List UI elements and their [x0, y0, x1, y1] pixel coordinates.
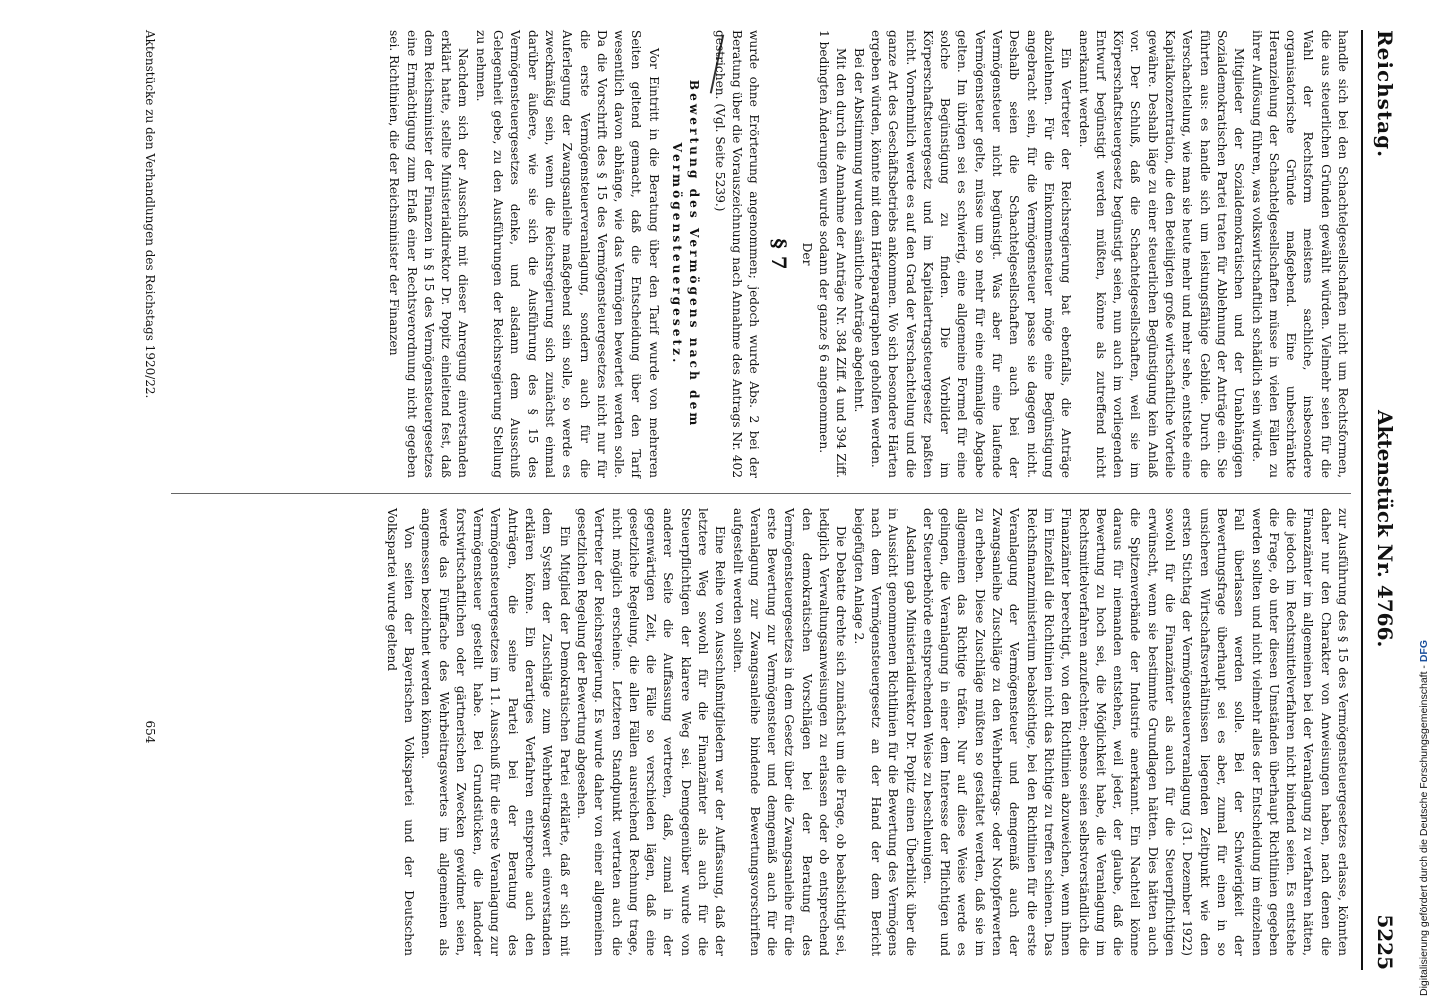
paragraph: Ein Mitglied der Demokratischen Partei erklärte, daß er sich mit dem System der Zuschläge zum Wehrbeitragswert einverstanden erklären könne. Ein derartiges Verfahren entspreche auch den Anträgen, die seine Partei bei der Beratung des Vermögensteuergesetzes im 11. Ausschuß für die erste Veranlagung zur Vermögensteuer gestellt habe. Bei Grundstücken, die landoder forstwirtschaftlichen oder gärtnerischen Zwecken gewidmet seien, werde das Fünffache des Wehrbeitragswertes im allgemeinen als angemessen bezeichnet werden können. [419, 508, 572, 956]
header-document-number: Aktenstück Nr. 4766. [1373, 410, 1397, 648]
header-left: Reichstag. [1373, 30, 1397, 159]
footer-note: Aktenstücke zu den Verhandlungen des Reichstags 1920/22. [143, 30, 157, 399]
page-header [1357, 30, 1397, 970]
header-page-number: 5225 [1373, 914, 1397, 970]
paragraph: Mitglieder der Sozialdemokratischen und der Unabhängigen Sozialdemokratischen Partei traten für Ablehnung der Anträge ein. Sie führten aus: es handle sich um leistungsfähige Gebilde. Durch die Verschachtelung, wie man sie heute mehr und mehr sehe, entstehe eine Kapitalkonzentration, die den Beteiligten große wirtschaftliche Vorteile gewähre. Deshalb läge zu einer steuerlichen Begünstigung kein Anlaß vor. Der Schluß, daß die Schachtelgesellschaften, weil sie im Körperschaftsteuergesetz begünstigt seien, nun auch im vorliegenden Entwurf begünstigt werden müßten, könne als zutreffend nicht anerkannt werden. [1076, 30, 1247, 478]
paragraph: handle sich bei den Schachtelgesellschaften nicht um Rechtsformen, die aus steuerlichen Gründen gewählt würden. Vielmehr seien für die Wahl der Rechtsform meistens sachliche, insbesondere organisatorische Gründe maßgebend. Eine unbeschränkte Heranziehung der Schachtelgesellschaften müsse in vielen Fällen zu ihrer Auflösung führen, was volkswirtschaftlich schädlich sein würde. [1249, 30, 1350, 478]
paragraph: Von seiten der Bayerischen Volkspartei und der Deutschen Volkspartei wurde geltend [384, 508, 416, 956]
digitization-credit [1418, 6, 1430, 996]
paragraph: Bei der Abstimmung wurden sämtliche Anträge abgelehnt. [851, 48, 866, 413]
right-column [382, 508, 1351, 956]
dfg-logo: DFG [1418, 639, 1430, 663]
rotated-page-content [7, 30, 1397, 970]
subheading: Bewertung des Vermögens nach dem Vermögensteuergesetz. [670, 79, 702, 429]
paragraph: Eine Reihe von Ausschußmitgliedern war der Auffassung, daß der letztere Weg sowohl für die Finanzämter als auch für die Steuerpflichtigen der klarere Weg sei. Demgegenüber wurde von anderer Seite die Auffassung vertreten, daß, zumal in der gegenwärtigen Zeit, die Fälle so verschieden lägen, daß eine gesetzliche Regelung, die allen Fällen ausreichend Rechnung trage, nicht möglich erscheine. Letzteren Standpunkt vertraten auch die Vertreter der Reichsregierung. Es wurde daher von einer allgemeinen gesetzlichen Regelung der Bewertung abgesehen. [574, 508, 728, 956]
column-divider [171, 493, 1351, 494]
paragraph: zur Ausführung des § 15 des Vermögensteuergesetzes erlasse, könnten daher nur den Charakter von Anweisungen haben, nach denen die Finanzämter im allgemeinen bei der Veranlagung zu verfahren hätten, die jedoch im Rechtsmittelverfahren nicht bindend seien. Es entstehe die Frage, ob unter diesen Umständen überhaupt Richtlinien gegeben werden sollten und nicht vielmehr alles der Entscheidung im einzelnen Fall überlassen werden solle. Bei der Schwierigkeit der Bewertungsfrage überhaupt sei es aber, zumal für einen in so unsicheren Wirtschaftsverhältnissen liegenden Zeitpunkt wie den ersten Stichtag der Vermögensteuerveranlagung (31. Dezember 1922) sowohl für die Finanzämter als auch für die Steuerpflichtigen erwünscht, wenn sie bestimmte Grundlagen hätten. Dies hätten auch die Spitzenverbände der Industrie anerkannt. Ein Nachteil könne daraus für niemanden entstehen, weil jeder, der glaube, daß die Bewertung zu hoch sei, die Möglichkeit habe, die Veranlagung im Rechtsmittelverfahren anzufechten; ebenso seien selbstverständlich die Finanzämter berechtigt, von den Richtlinien abzuweichen, wenn ihnen im Einzelfall die Richtlinien nicht das Richtige zu treffen schienen. Das Reichsfinanzministerium beabsichtige, bei den Richtlinien für die erste Veranlagung der Vermögensteuer und demgemäß auch der Zwangsanleihe Zuschläge zu den Wehrbeitrags- oder Notopferwerten zu erheben. Diese Zuschläge müßten so gestaltet werden, daß sie im allgemeinen das Richtige träfen. Nur auf diese Weise werde es gelingen, die Veranlagung in einer dem Interesse der Pflichtigen und der Steuerbehörde entsprechenden Weise zu beschleunigen. [920, 508, 1350, 956]
paragraph: wurde ohne Erörterung angenommen; jedoch wurde Abs. 2 bei der Beratung über die Vorauszeichnung nach Annahme des Antrags Nr. 402 gestrichen. (Vgl. Seite 5239.) [712, 30, 762, 478]
section-heading: § 7 [767, 238, 792, 270]
paragraph: Die Debatte drehte sich zunächst um die Frage, ob beabsichtigt sei, lediglich Verwaltungsanweisungen zu erlassen oder ob entsprechend den demokratischen Vorschlägen bei der Beratung des Vermögensteuergesetzes in dem Gesetz über die Zwangsanleihe für die erste Bewertung zur Vermögensteuer und demgemäß auch für die Veranlagung zur Zwangsanleihe bindende Bewertungsvorschriften aufgestellt werden sollten. [730, 508, 849, 956]
paragraph: Alsdann gab Ministerialdirektor Dr. Popitz einen Überblick über die in Aussicht genommenen Richtlinien für die Bewertung des Vermögens nach dem Vermögensteuergesetz an der Hand der dem Bericht beigefügten Anlage 2. [851, 508, 918, 956]
paragraph: Ein Vertreter der Reichsregierung bat ebenfalls, die Anträge abzulehnen. Für die Einkommensteuer möge eine Begünstigung angebracht sein, für die Vermögensteuer passe sie dagegen nicht. Deshalb seien die Schachtelgesellschaften auch bei der Vermögensteuer nicht begünstigt. Was aber für eine laufende Vermögensteuer gelte, müsse um so mehr für eine einmalige Abgabe gelten. Im übrigen sei es schwierig, eine allgemeine Formel für eine solche Begünstigung zu finden. Die Vorbilder im Körperschaftsteuergesetz und im Kapitalertragsteuergesetz paßten nicht. Vornehmlich werde es auf den Grad der Verschachtelung und die ganze Art des Geschäftsbetriebs ankommen. Wo sich besondere Härten ergeben würden, könnte mit dem Härteparagraphen geholfen werden. [868, 30, 1074, 478]
header-rule [1361, 30, 1363, 970]
left-column [385, 30, 1351, 478]
der-line: Der [799, 242, 814, 266]
paragraph: Mit den durch die Annahme der Anträge Nr. 384 Ziff. 4 und 394 Ziff. 1 bedingten Änderungen wurde sodann der ganze § 6 angenommen. [817, 30, 849, 478]
credit-text: Digitalisierung gefördert durch die Deutsche Forschungsgemeinschaft - [1418, 665, 1430, 996]
footer-page-mark: 654 [143, 720, 157, 744]
paragraph: Vor Eintritt in die Beratung über den Tarif wurde von mehreren Seiten geltend gemacht, daß die Entscheidung über den Tarif wesentlich davon abhänge, wie das Vermögen bewertet werden solle. Da die Vorschrift des § 15 des Vermögensteuergesetzes nicht nur für die erste Vermögensteuerveranlagung, sondern auch für die Auferlegung der Zwangsanleihe maßgebend sein solle, so werde es zweckmäßig sein, wenn die Reichsregierung sich zunächst einmal darüber äußere, wie sie sich die Ausführung des § 15 des Vermögensteuergesetzes denke, und alsdann dem Ausschuß Gelegenheit gebe, zu den Ausführungen der Reichsregierung Stellung zu nehmen. [473, 30, 661, 478]
paragraph: Nachdem sich der Ausschuß mit dieser Anregung einverstanden erklärt hatte, stellte Ministerialdirektor Dr. Popitz einleitend fest, daß dem Reichsminister der Finanzen in § 15 des Vermögensteuergesetzes eine Ermächtigung zum Erlaß einer Rechtsverordnung nicht gegeben sei. Richtlinien, die der Reichsminister der Finanzen [387, 30, 471, 478]
